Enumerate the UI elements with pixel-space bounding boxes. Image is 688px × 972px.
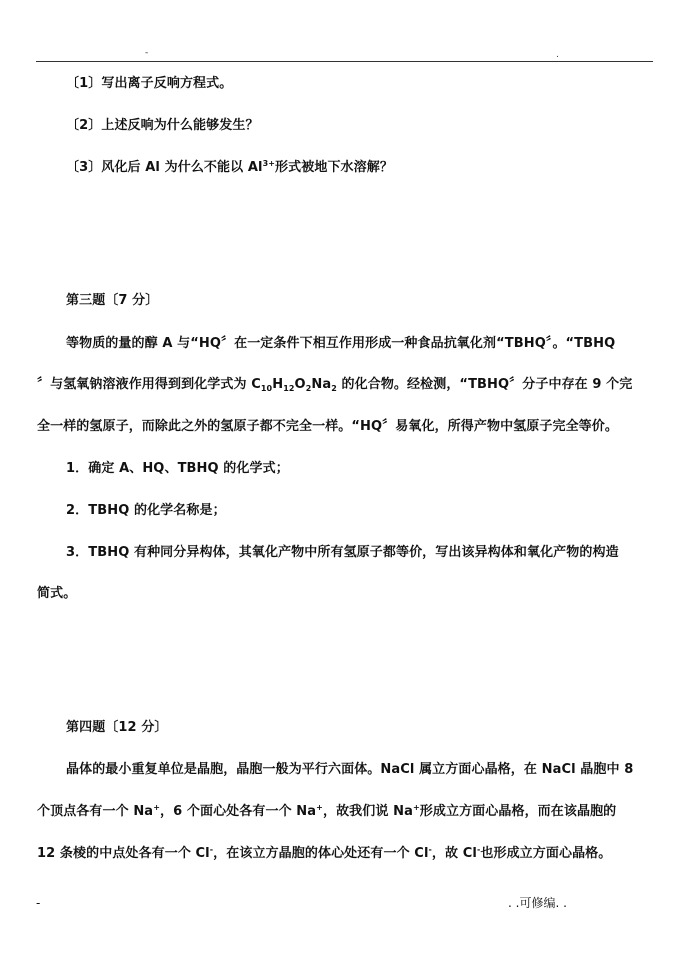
header-left-mark: - — [145, 48, 149, 58]
header-right-mark: . — [556, 50, 559, 60]
q3-title: 第三题〔7 分〕 — [66, 293, 159, 308]
q4-para-line2: 个顶点各有一个 Na+，6 个面心处各有一个 Na+，故我们说 Na+形成立方面心晶格，而在该晶胞的 — [37, 803, 617, 819]
q3-item3-line1: 3．TBHQ 有种同分异构体，其氧化产物中所有氢原子都等价，写出该异构体和氧化产物的构造 — [66, 545, 619, 560]
question-sub1: 〔1〕写出离子反响方程式。 — [66, 76, 233, 91]
header-rule — [36, 61, 653, 62]
q3-item1: 1．确定 A、HQ、TBHQ 的化学式； — [66, 461, 289, 476]
question-sub3: 〔3〕风化后 Al 为什么不能以 $Al^{3+}$形式被地下水溶解？ — [66, 159, 393, 175]
q3-item3-line2: 简式。 — [37, 586, 77, 601]
q4-para-line1: 晶体的最小重复单位是晶胞，晶胞一般为平行六面体。NaCl 属立方面心晶格，在 NaCl 晶胞中 8 — [66, 762, 634, 777]
q3-para-line2: 〞与氢氧钠溶液作用得到到化学式为 $C_{10}H_{12}O_2Na_2$ 的化合物。经检测，“TBHQ〞分子中存在 9 个完 — [37, 377, 633, 393]
question-sub2: 〔2〕上述反响为什么能够发生？ — [66, 118, 259, 133]
footer-editable-note: . .可修编. . — [508, 896, 567, 910]
q3-para-line3: 全一样的氢原子，而除此之外的氢原子都不完全一样。“HQ〞易氧化，所得产物中氢原子完全等价。 — [37, 419, 618, 434]
q4-para-line3: 12 条棱的中点处各有一个 Cl-，在该立方晶胞的体心处还有一个 Cl-，故 Cl-也形成立方面心晶格。 — [37, 845, 612, 861]
q3-para-line1: 等物质的量的醇 A 与“HQ〞在一定条件下相互作用形成一种食品抗氧化剂“TBHQ〞。“TBHQ — [66, 336, 616, 351]
footer-left-mark: - — [36, 896, 41, 910]
q4-title: 第四题〔12 分〕 — [66, 720, 168, 735]
chemical-formula: $C_{10}H_{12}O_2Na_2$ — [251, 377, 337, 393]
q3-item2: 2．TBHQ 的化学名称是； — [66, 503, 226, 518]
